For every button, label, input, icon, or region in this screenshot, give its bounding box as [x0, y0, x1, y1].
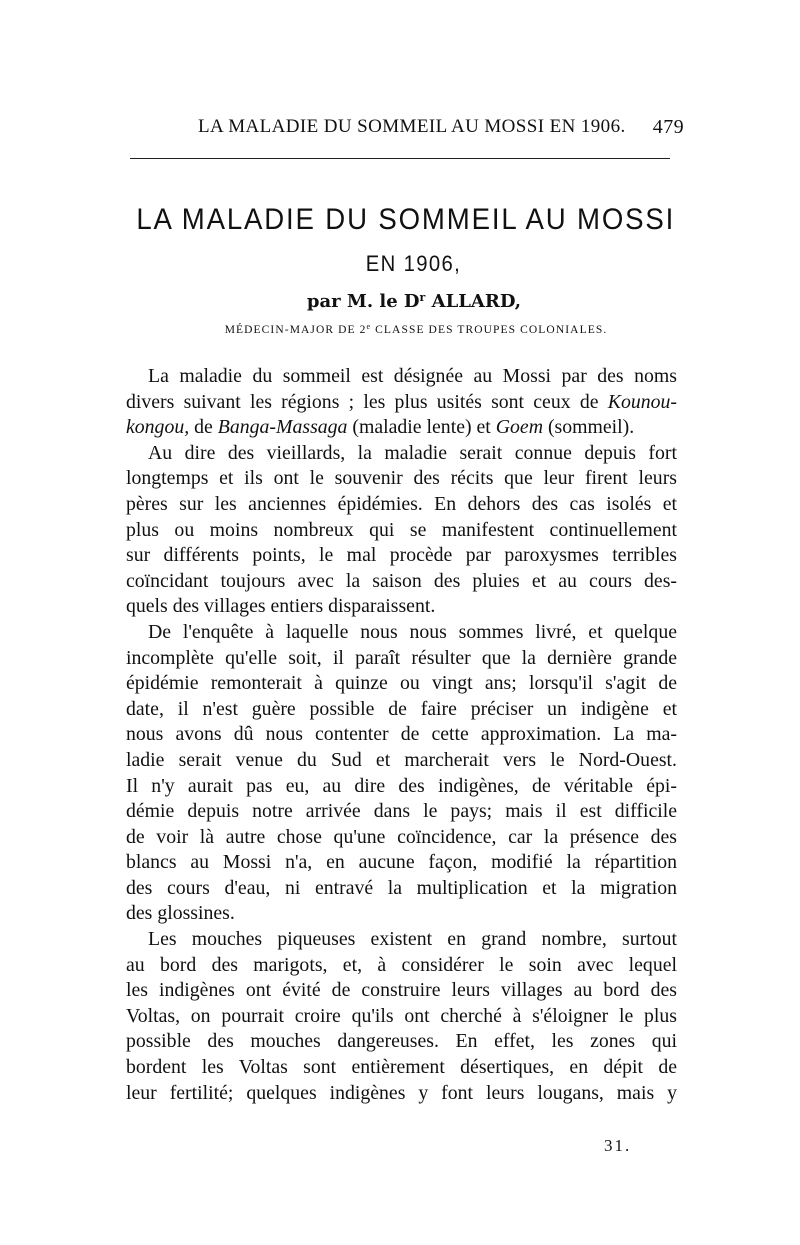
- article-title-line-2: EN 1906,: [365, 251, 462, 276]
- body-line: quels des villages entiers disparaissent.: [126, 595, 436, 618]
- body-line: La maladie du sommeil est désignée au Mossi par des noms: [148, 365, 677, 387]
- body-line: les indigènes ont évité de construire leurs villages au bord des: [126, 979, 677, 1002]
- affiliation-prefix: MÉDECIN-MAJOR DE 2: [224, 324, 367, 336]
- body-line: au bord des marigots, et, à considérer le soin avec lequel: [126, 953, 677, 976]
- body-line: ladie serait venue du Sud et marcherait vers le Nord-Ouest.: [126, 748, 677, 771]
- body-line: [126, 390, 677, 416]
- running-head: [198, 116, 690, 146]
- author-byline: [0, 291, 800, 312]
- body-line: blancs au Mossi n'a, en aucune façon, modifié la répartition: [126, 851, 677, 874]
- body-line-text: de: [194, 416, 213, 439]
- body-line: Au dire des vieillards, la maladie serait connue depuis fort: [148, 441, 677, 464]
- body-line: nous avons dû nous contenter de cette approximation. La ma-: [126, 723, 677, 746]
- body-line: épidémie remonterait à quinze ou vingt ans; lorsqu'il s'agit de: [126, 672, 677, 695]
- body-line: plus ou moins nombreux qui se manifestent continuellement: [126, 518, 677, 541]
- body-line: bordent les Voltas sont entièrement désertiques, en dépit de: [126, 1056, 677, 1079]
- article-body: [126, 364, 677, 1106]
- body-line: de voir là autre chose qu'une coïncidence, car la présence des: [126, 825, 677, 848]
- body-line: des cours d'eau, ni entravé la multiplication et la migration: [126, 876, 677, 899]
- body-line: De l'enquête à laquelle nous nous sommes livré, et quelque: [148, 620, 677, 643]
- body-line: [126, 415, 677, 441]
- page-number: 479: [652, 116, 684, 138]
- running-title: LA MALADIE DU SOMMEIL AU MOSSI EN 1906.: [198, 116, 626, 137]
- affiliation-suffix: CLASSE DES TROUPES COLONIALES.: [371, 324, 608, 336]
- term-banga-massaga: Banga-Massaga: [217, 416, 348, 439]
- header-rule: [130, 158, 670, 159]
- body-line: sur différents points, le mal procède par paroxysmes terribles: [126, 544, 677, 567]
- body-line: des glossines.: [126, 902, 235, 925]
- term-kounoukongou-part2: kongou,: [126, 416, 190, 439]
- body-line: incomplète qu'elle soit, il paraît résulter que la dernière grande: [126, 646, 677, 669]
- body-line-text: (maladie lente) et: [352, 416, 491, 439]
- author-affiliation: [0, 322, 800, 336]
- body-line: longtemps et ils ont le souvenir des récits que leur firent leurs: [126, 467, 677, 490]
- body-line: Les mouches piqueuses existent en grand nombre, surtout: [148, 928, 677, 951]
- body-line: démie depuis notre arrivée dans le pays; mais il est difficile: [126, 800, 677, 823]
- body-line-text: divers suivant les régions ; les plus usités sont ceux de: [126, 390, 599, 413]
- byline-superscript: r: [419, 291, 426, 304]
- body-line: Il n'y aurait pas eu, au dire des indigènes, de véritable épi-: [126, 774, 677, 797]
- body-line: leur fertilité; quelques indigènes y font leurs lougans, mais y: [126, 1081, 677, 1104]
- body-line: pères sur les anciennes épidémies. En dehors des cas isolés et: [126, 492, 677, 515]
- term-kounoukongou-part1: Kounou-: [607, 390, 677, 413]
- signature-mark: 31.: [604, 1136, 632, 1155]
- body-line: coïncidant toujours avec la saison des pluies et au cours des-: [126, 569, 677, 592]
- author-name: ALLARD,: [425, 291, 522, 312]
- term-goem: Goem: [495, 416, 543, 439]
- body-line-text: (sommeil).: [547, 416, 635, 439]
- byline-prefix: par M. le D: [306, 291, 420, 312]
- body-line: date, il n'est guère possible de faire préciser un indigène et: [126, 697, 677, 720]
- affiliation-superscript: e: [366, 322, 372, 331]
- body-line: possible des mouches dangereuses. En effet, les zones qui: [126, 1030, 677, 1053]
- article-title-line-1: LA MALADIE DU SOMMEIL AU MOSSI: [136, 203, 676, 236]
- body-line: Voltas, on pourrait croire qu'ils ont cherché à s'éloigner le plus: [126, 1004, 677, 1027]
